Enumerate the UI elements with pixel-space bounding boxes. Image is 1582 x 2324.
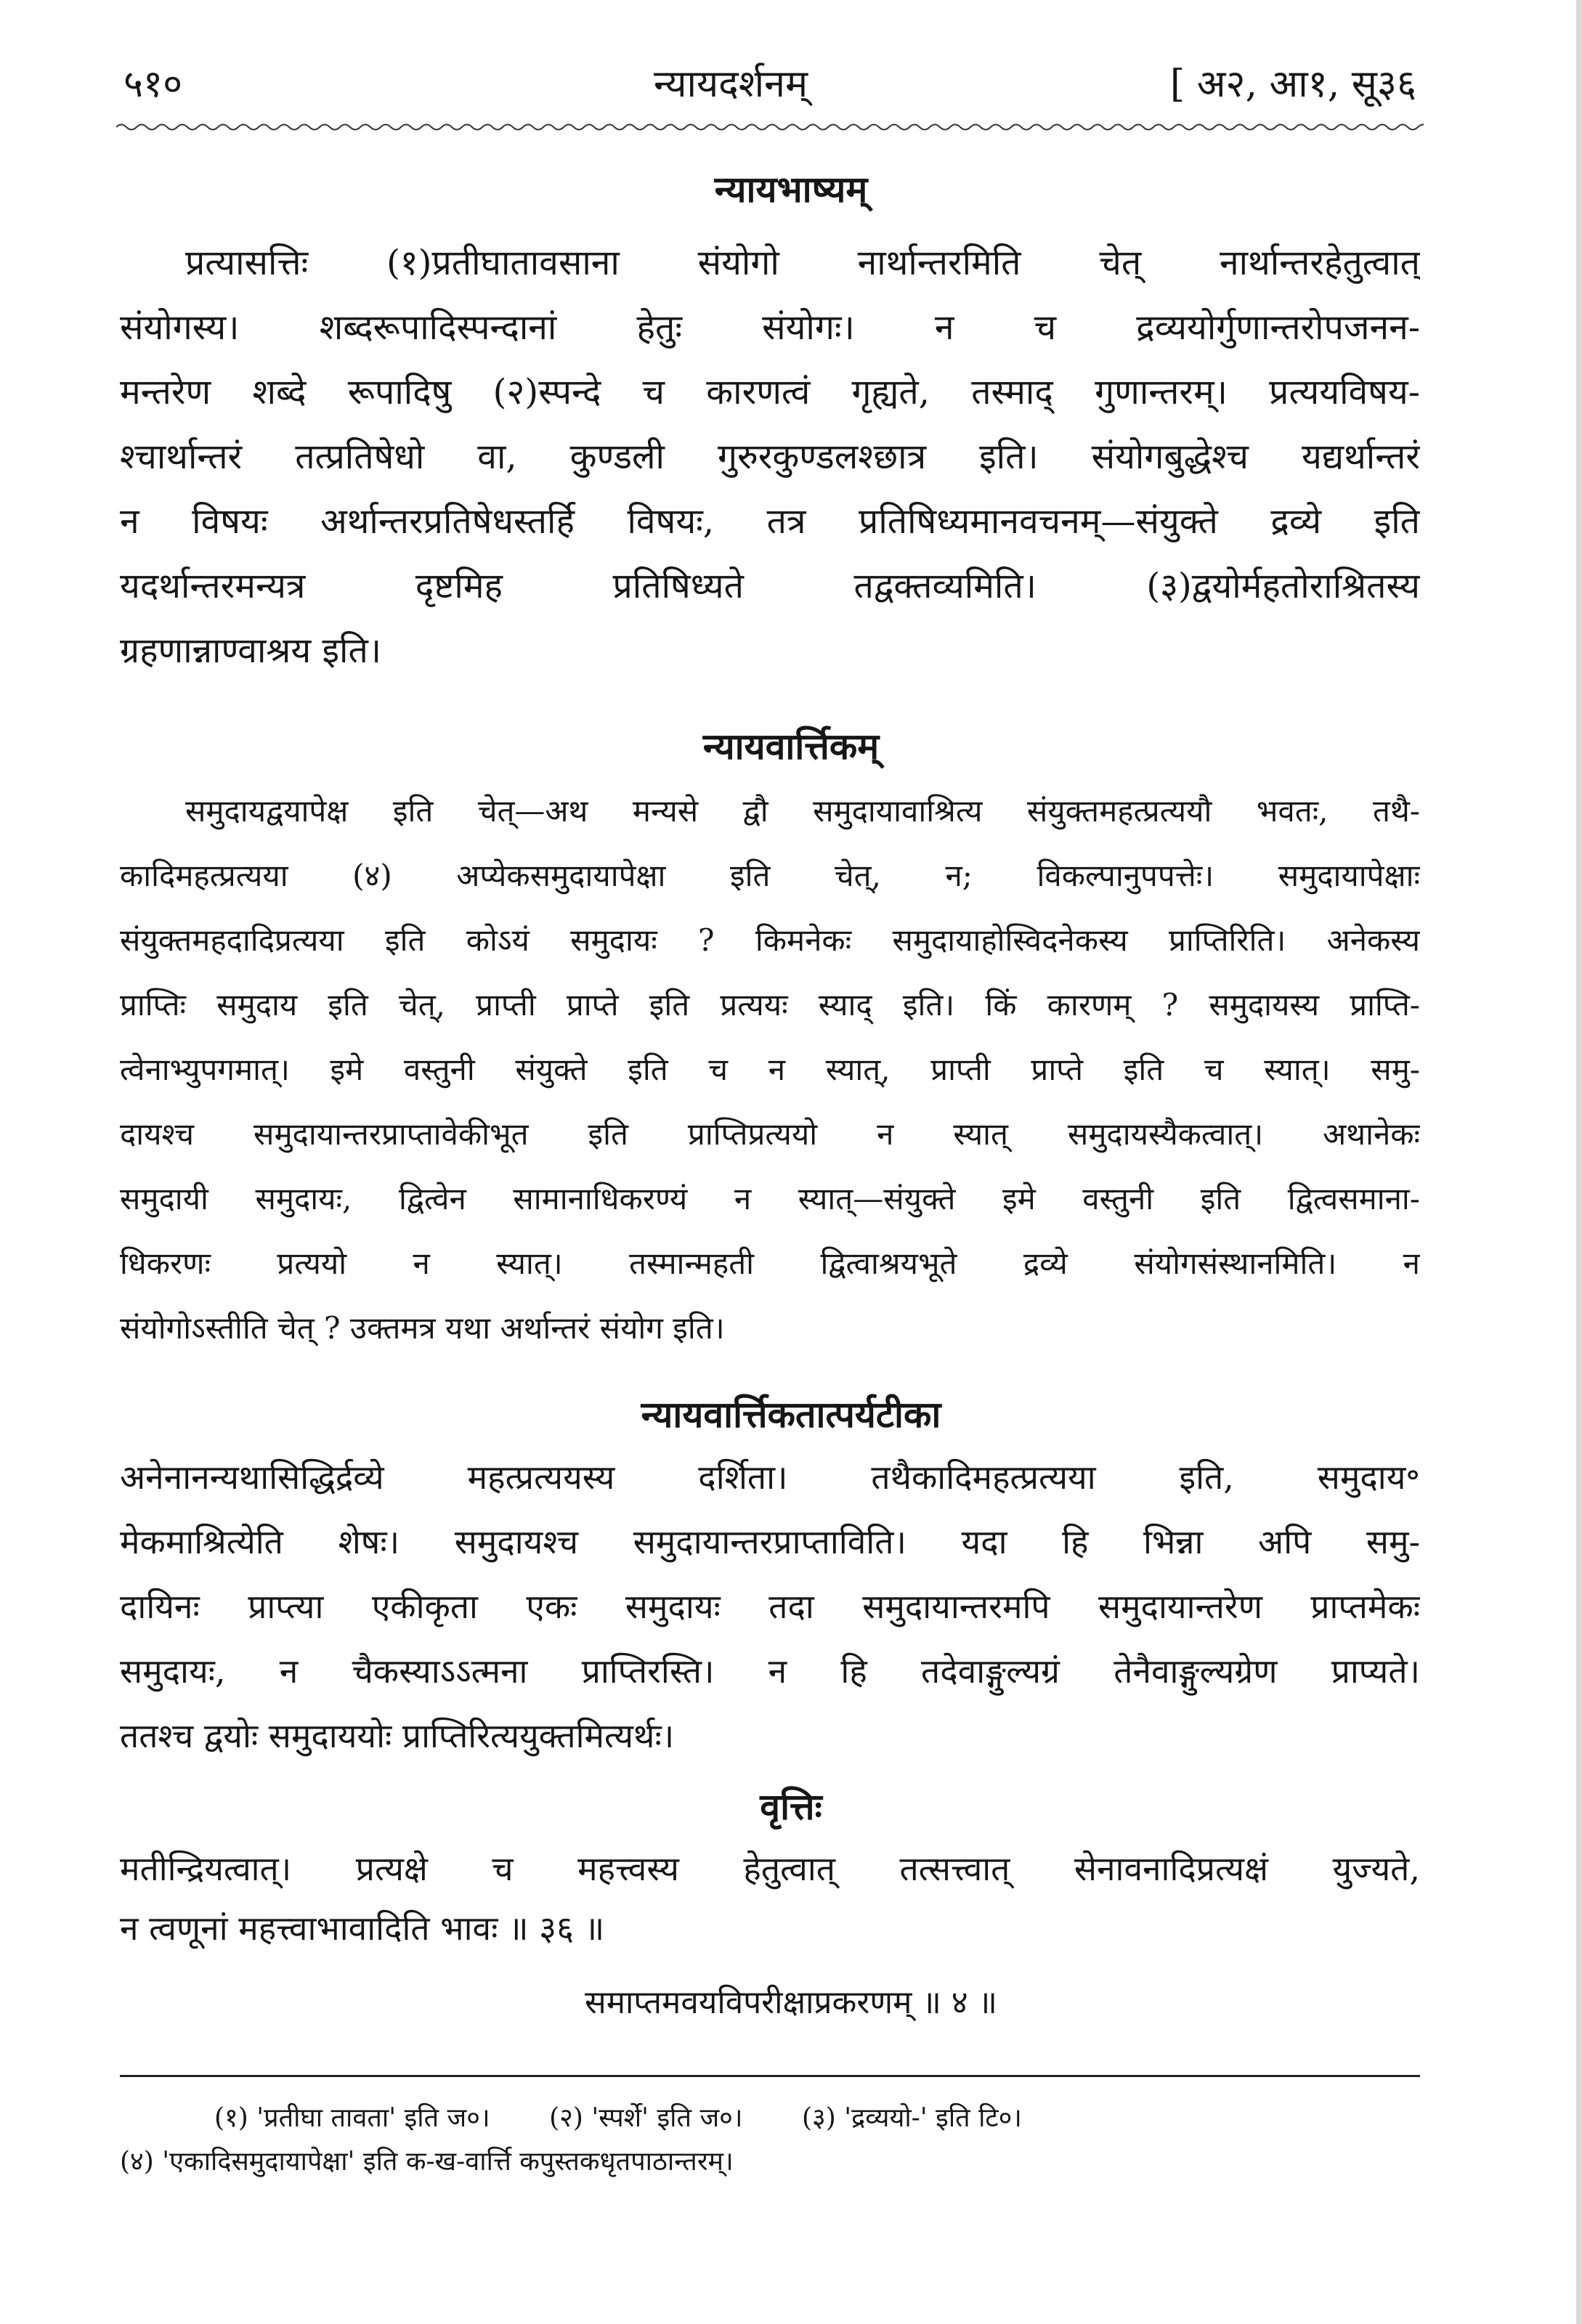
tika-line: मेकमाश्रित्येति शेषः। समुदायश्च समुदायान्तरप्राप्ताविति। यदा हि भिन्ना अपि समु- xyxy=(120,1522,1420,1561)
prakarana-closing: समाप्तमवयविपरीक्षाप्रकरणम् ॥ ४ ॥ xyxy=(584,1984,998,2021)
bhashya-line: प्रत्यासत्तिः (१)प्रतीघातावसाना संयोगो नार्थान्तरमिति चेत् नार्थान्तरहेतुत्वात् xyxy=(185,243,1420,283)
sutra-reference: [ अ२, आ१, सू३६ xyxy=(1169,62,1416,106)
footnote-rule xyxy=(120,2075,1420,2077)
footnote-3: (३) 'द्रव्ययो-' इति टि०। xyxy=(801,2103,1022,2133)
running-header xyxy=(123,57,1416,115)
vartika-line: समुदायी समुदायः, द्वित्वेन सामानाधिकरण्यं न स्यात्—संयुक्ते इमे वस्तुनी इति द्वित्वसमाना- xyxy=(120,1181,1420,1216)
vartika-line: संयुक्तमहदादिप्रत्यया इति कोऽयं समुदायः ? किमनेकः समुदायाहोस्विदनेकस्य प्राप्तिरिति। अनेकस्य xyxy=(120,922,1420,958)
bhashya-text xyxy=(120,231,1420,683)
vartika-line: संयोगोऽस्तीति चेत् ? उक्तमत्र यथा अर्थान्तरं संयोग इति। xyxy=(120,1310,725,1346)
vartika-line: समुदायद्वयापेक्ष इति चेत्—अथ मन्यसे द्वौ समुदायावाश्रित्य संयुक्तमहत्प्रत्ययौ भवतः, तथै- xyxy=(185,793,1420,829)
vritti-line: मतीन्द्रियत्वात्। प्रत्यक्षे च महत्त्वस्य हेतुत्वात् तत्सत्त्वात् सेनावनादिप्रत्यक्षं युज्यते, xyxy=(120,1849,1420,1888)
vartika-line: दायश्च समुदायान्तरप्राप्तावेकीभूत इति प्राप्तिप्रत्ययो न स्यात् समुदायस्यैकत्वात्। अथानेकः xyxy=(120,1116,1420,1152)
vartika-line: त्वेनाभ्युपगमात्। इमे वस्तुनी संयुक्ते इति च न स्यात्, प्राप्ती प्राप्ते इति च स्यात्। समु- xyxy=(120,1052,1420,1087)
bhashya-line: मन्तरेण शब्दे रूपादिषु (२)स्पन्दे च कारणत्वं गृह्यते, तस्माद् गुणान्तरम्। प्रत्ययविषय- xyxy=(120,372,1420,413)
tika-line: ततश्च द्वयोः समुदाययोः प्राप्तिरित्ययुक्तमित्यर्थः। xyxy=(120,1716,675,1755)
vartika-line: धिकरणः प्रत्ययो न स्यात्। तस्मान्महती द्वित्वाश्रयभूते द्रव्ये संयोगसंस्थानमिति। न xyxy=(120,1246,1420,1281)
running-title: न्यायदर्शनम् xyxy=(654,62,808,106)
tika-line: दायिनः प्राप्त्या एकीकृता एकः समुदायः तदा समुदायान्तरमपि समुदायान्तरेण प्राप्तमेकः xyxy=(120,1587,1420,1626)
tika-line: समुदायः, न चैकस्याऽऽत्मना प्राप्तिरस्ति। न हि तदेवाङ्गुल्यग्रं तेनैवाङ्गुल्यग्रेण प्राप्यते। xyxy=(120,1651,1420,1691)
vartika-line: कादिमहत्प्रत्यया (४) अप्येकसमुदायापेक्षा इति चेत्, न; विकल्पानुपपत्तेः। समुदायापेक्षाः xyxy=(120,858,1420,893)
heading-nyaya-vartika: न्यायवार्त्तिकम् xyxy=(702,725,880,768)
footnote-4: (४) 'एकादिसमुदायापेक्षा' इति क-ख-वार्त्ति कपुस्तकधृतपाठान्तरम्। xyxy=(120,2147,734,2177)
header-wavy-rule xyxy=(116,122,1424,132)
bhashya-line: संयोगस्य। शब्दरूपादिस्पन्दानां हेतुः संयोगः। न च द्रव्ययोर्गुणान्तरोपजनन- xyxy=(120,307,1420,348)
vartika-text xyxy=(120,779,1420,1360)
heading-nyaya-bhashya: न्यायभाष्यम् xyxy=(714,168,868,211)
footnote-line xyxy=(120,2099,1514,2134)
bhashya-line: न विषयः अर्थान्तरप्रतिषेधस्तर्हि विषयः, तत्र प्रतिषिध्यमानवचनम्—संयुक्ते द्रव्ये इति xyxy=(120,501,1420,542)
vritti-line: न त्वणूनां महत्त्वाभावादिति भावः ॥ ३६ ॥ xyxy=(120,1909,605,1948)
tika-text xyxy=(120,1445,1420,1768)
vartika-line: प्राप्तिः समुदाय इति चेत्, प्राप्ती प्राप्ते इति प्रत्ययः स्याद् इति। किं कारणम् ? समुदायस्य प्राप्ति- xyxy=(120,987,1420,1023)
tika-line: अनेनानन्यथासिद्धिर्द्रव्ये महत्प्रत्ययस्य दर्शिता। तथैकादिमहत्प्रत्यया इति, समुदाय॰ xyxy=(120,1458,1420,1497)
bhashya-line: यदर्थान्तरमन्यत्र दृष्टमिह प्रतिषिध्यते तद्वक्तव्यमिति। (३)द्वयोर्महतोराश्रितस्य xyxy=(120,566,1420,606)
bhashya-line: ग्रहणान्नाण्वाश्रय इति। xyxy=(120,630,382,671)
heading-tatparya-tika: न्यायवार्त्तिकतात्पर्यटीका xyxy=(641,1393,941,1436)
page-edge-shadow xyxy=(1576,0,1582,2324)
bhashya-line: श्चार्थान्तरं तत्प्रतिषेधो वा, कुण्डली गुरुरकुण्डलश्छात्र इति। संयोगबुद्धेश्च यद्यर्थान्तरं xyxy=(120,436,1420,477)
page-number: ५१० xyxy=(123,62,183,106)
vritti-text xyxy=(120,1839,1420,1958)
heading-vritti: वृत्तिः xyxy=(760,1785,822,1828)
footnote-2: (२) 'स्पर्शे' इति ज०। xyxy=(549,2103,743,2133)
footnote-1: (१) 'प्रतीघा तावता' इति ज०। xyxy=(214,2103,490,2133)
